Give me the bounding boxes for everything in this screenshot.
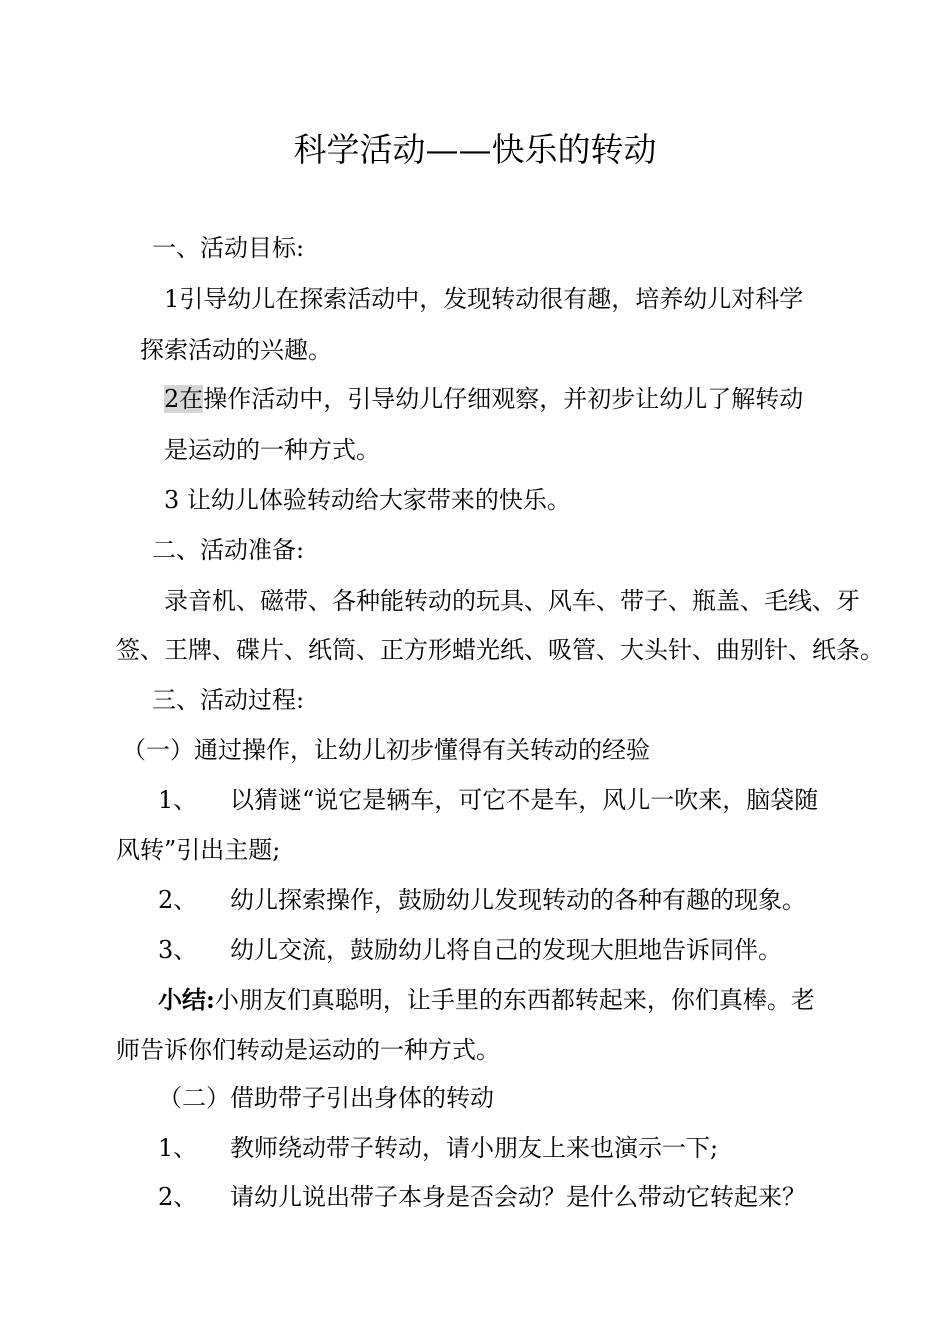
part1-step1-number: 1、: [158, 786, 198, 814]
part1-step3-number: 3、: [158, 936, 198, 964]
part2-heading: （二）借助带子引出身体的转动: [158, 1084, 494, 1112]
part2-step1-number: 1、: [158, 1134, 198, 1162]
document-title: 科学活动——快乐的转动: [293, 130, 657, 169]
prep-line1: 录音机、磁带、各种能转动的玩具、风车、带子、瓶盖、毛线、牙: [164, 587, 860, 615]
goal3-line: 3 让幼儿体验转动给大家带来的快乐。: [164, 486, 571, 514]
goal2-number-highlight: 2在: [164, 385, 204, 413]
goal1-line1: 1引导幼儿在探索活动中，发现转动很有趣，培养幼儿对科学: [164, 285, 804, 313]
prep-line2: 签、王牌、碟片、纸筒、正方形蜡光纸、吸管、大头针、曲别针、纸条。: [116, 636, 884, 664]
summary-line2: 师告诉你们转动是运动的一种方式。: [116, 1036, 500, 1064]
part1-step2-number: 2、: [158, 886, 198, 914]
section3-heading: 三、活动过程:: [152, 686, 305, 714]
part1-step1-line1: 以猜谜“说它是辆车，可它不是车，风儿一吹来，脑袋随: [230, 786, 819, 814]
goal2-text: 操作活动中，引导幼儿仔细观察，并初步让幼儿了解转动: [203, 385, 804, 413]
part1-step3-line: 幼儿交流，鼓励幼儿将自己的发现大胆地告诉同伴。: [230, 936, 782, 964]
part1-step2-line: 幼儿探索操作，鼓励幼儿发现转动的各种有趣的现象。: [230, 886, 806, 914]
summary-text: 小朋友们真聪明，让手里的东西都转起来，你们真棒。老: [214, 986, 815, 1014]
goal2-line1: [164, 383, 803, 415]
part2-step2-number: 2、: [158, 1183, 198, 1211]
part1-heading: （一）通过操作，让幼儿初步懂得有关转动的经验: [122, 736, 650, 764]
part1-step1-line2: 风转”引出主题;: [116, 836, 281, 864]
goal1-line2: 探索活动的兴趣。: [140, 336, 332, 364]
summary-line1: [158, 984, 815, 1016]
part2-step1-line: 教师绕动带子转动，请小朋友上来也演示一下;: [230, 1134, 719, 1162]
part2-step2-line: 请幼儿说出带子本身是否会动？是什么带动它转起来？: [230, 1183, 806, 1211]
section1-heading: 一、活动目标:: [152, 234, 305, 262]
section2-heading: 二、活动准备:: [152, 536, 305, 564]
summary-label: 小结:: [158, 985, 215, 1014]
goal2-line2: 是运动的一种方式。: [164, 436, 380, 464]
